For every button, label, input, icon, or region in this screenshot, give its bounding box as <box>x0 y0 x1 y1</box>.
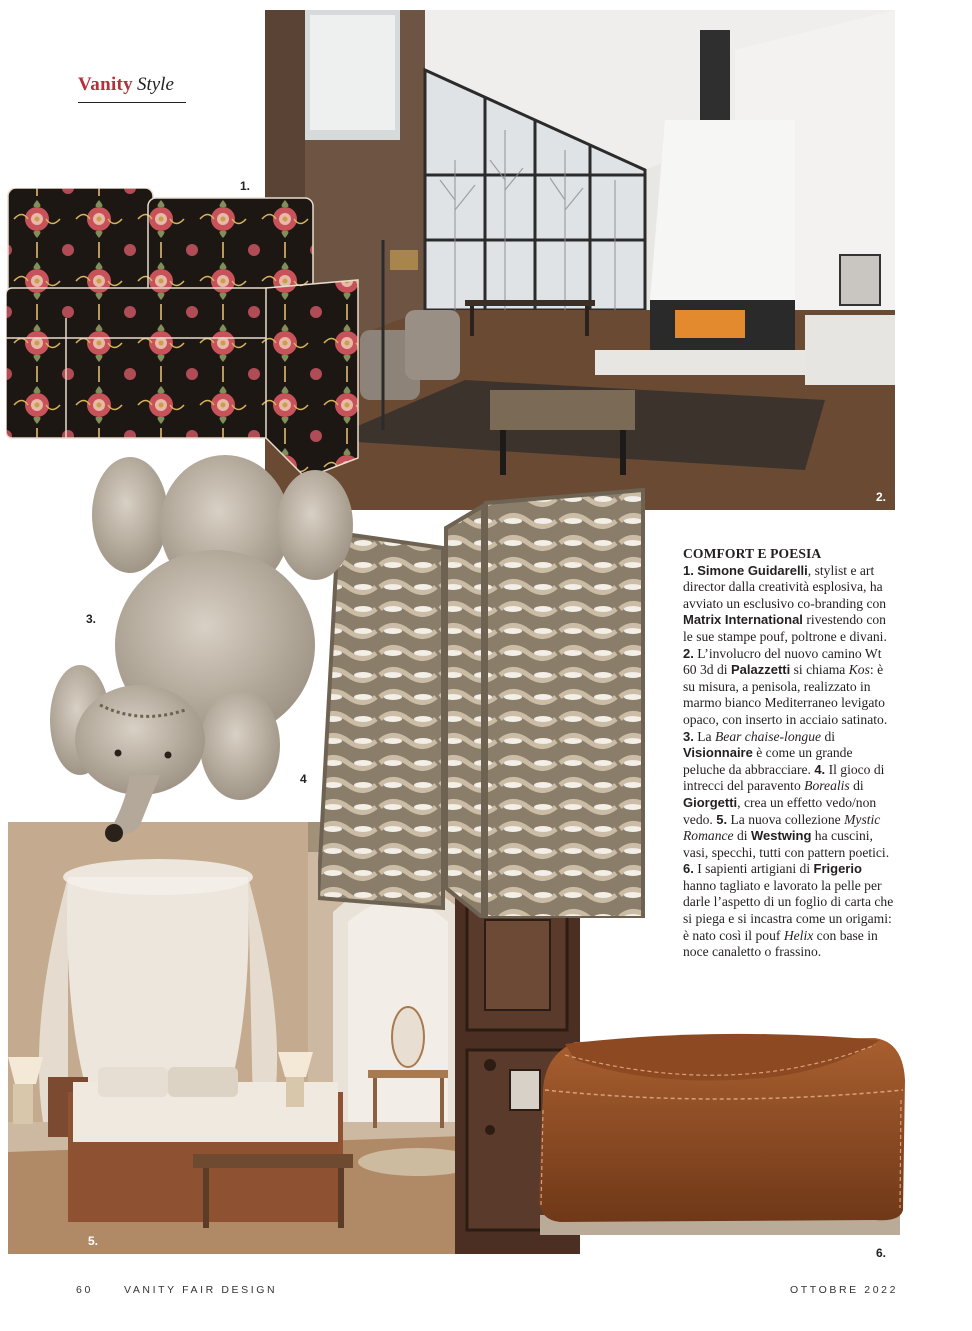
photo-number-6: 6. <box>876 1246 887 1260</box>
designer-name: Simone Guidarelli <box>697 562 808 578</box>
helix-pouf-illustration <box>535 1030 907 1240</box>
brand-name: Frigerio <box>813 861 862 877</box>
item-number: 4. <box>814 761 826 777</box>
borealis-screen-illustration <box>318 488 648 918</box>
page-number: 60 <box>76 1284 93 1296</box>
item-number: 1. <box>683 562 694 578</box>
product-name: Bear chaise-longue <box>714 728 822 744</box>
item-number: 3. <box>683 728 694 744</box>
brand-name: Giorgetti <box>683 794 738 810</box>
brand-name: Visionnaire <box>683 745 753 761</box>
article-heading: COMFORT E POESIA <box>683 546 822 561</box>
article-text: 1. Simone Guidarelli, stylist e art director dalla creatività esplosiva, ha avviato un esclusivo co-branding con Matrix International rivestendo con le sue stampe pouf, poltrone e divani. 2. L’involucro del nuovo camino Wt 60 3d di Palazzetti si chiama Kos: è su misura, a penisola, realizzato in marmo bianco Mediterraneo levigato opaco, con inserto in acciaio satinato. 3. La Bear chaise-longue di Visionnaire è come un grande peluche da abbracciare. 4. Il gioco di intrecci del paravento Borealis di Giorgetti, crea un effetto vedo/non vedo. 5. La nuova collezione Mystic Romance di Westwing ha cuscini, vasi, specchi, tutti con pattern poetici. 6. I sapienti artigiani di Frigerio hanno tagliato e lavorato la pelle per darle l’aspetto di un foglio di carta che si piega e si incastra come un origami: è nato così il pouf Helix con base in noce canaletto o frassino. <box>683 562 894 960</box>
brand-name: Matrix International <box>683 612 803 628</box>
brand-name: Vanity <box>78 74 133 95</box>
header-rule <box>78 102 186 103</box>
photo-helix-pouf <box>535 1030 907 1240</box>
product-name: Kos <box>848 662 870 678</box>
article-body <box>683 546 897 961</box>
bear-chaise-illustration <box>40 455 358 850</box>
floral-sofa-illustration <box>6 188 362 478</box>
brand-section: Style <box>136 74 174 95</box>
brand-name: Palazzetti <box>730 662 791 678</box>
photo-number-5: 5. <box>88 1234 99 1248</box>
item-number: 2. <box>683 645 694 661</box>
photo-borealis-screen <box>318 488 648 918</box>
photo-number-3: 3. <box>86 612 97 626</box>
section-header <box>78 74 174 96</box>
item-number: 5. <box>716 811 728 827</box>
brand-name: Westwing <box>750 828 812 844</box>
photo-number-4: 4 <box>300 772 307 786</box>
photo-number-1: 1. <box>240 179 251 193</box>
issue-date: OTTOBRE 2022 <box>790 1284 899 1296</box>
product-name: Borealis <box>804 778 850 794</box>
photo-floral-sofa <box>6 188 362 478</box>
magazine-name: VANITY FAIR DESIGN <box>124 1284 278 1296</box>
product-name: Helix <box>783 927 814 943</box>
product-name: Mystic Romance <box>683 811 881 844</box>
item-number: 6. <box>683 861 694 877</box>
photo-bear-chaise <box>40 455 358 850</box>
photo-number-2: 2. <box>876 490 887 504</box>
